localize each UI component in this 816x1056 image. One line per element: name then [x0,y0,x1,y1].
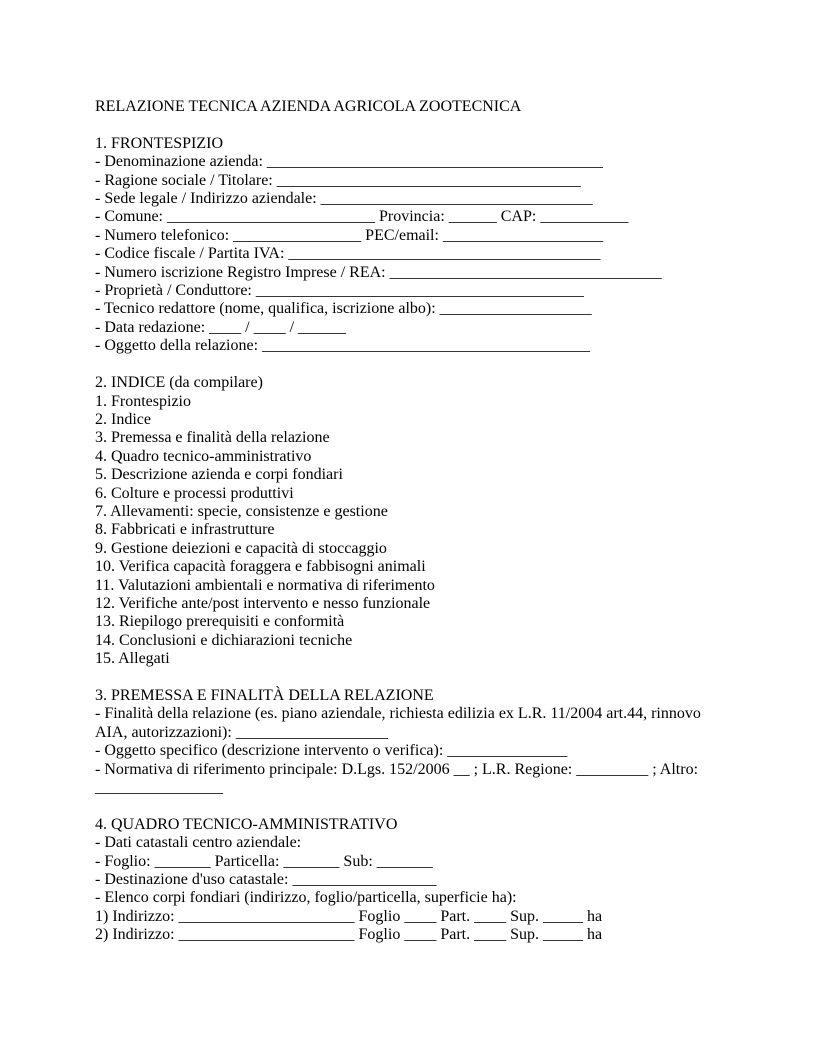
blank-line [95,116,728,134]
doc-line: - Elenco corpi fondiari (indirizzo, foglio/particella, superficie ha): [95,889,517,907]
doc-line: ________________ [95,779,223,797]
section-heading: 2. INDICE (da compilare) [95,374,263,392]
doc-line: 5. Descrizione azienda e corpi fondiari [95,466,343,484]
doc-line: - Dati catastali centro aziendale: [95,834,302,852]
doc-line: 9. Gestione deiezioni e capacità di stoccaggio [95,539,387,557]
doc-line: 10. Verifica capacità foraggera e fabbisogni animali [95,558,426,576]
document-body [95,116,728,944]
doc-line: - Sede legale / Indirizzo aziendale: __________________________________ [95,190,593,208]
doc-line: - Denominazione azienda: __________________________________________ [95,153,603,171]
doc-line: - Tecnico redattore (nome, qualifica, iscrizione albo): ___________________ [95,300,592,318]
doc-line: AIA, autorizzazioni): ___________________ [95,723,388,741]
doc-line: 13. Riepilogo prerequisiti e conformità [95,613,345,631]
doc-line: 14. Conclusioni e dichiarazioni tecniche [95,631,353,649]
doc-line: 1) Indirizzo: ______________________ Foglio ____ Part. ____ Sup. _____ ha [95,907,603,925]
doc-line: - Comune: __________________________ Provincia: ______ CAP: ___________ [95,208,629,226]
doc-line: 4. Quadro tecnico-amministrativo [95,447,312,465]
doc-line: 6. Colture e processi produttivi [95,484,294,502]
section-heading: 4. QUADRO TECNICO-AMMINISTRATIVO [95,815,398,833]
document-title: RELAZIONE TECNICA AZIENDA AGRICOLA ZOOTECNICA [95,98,522,115]
doc-line: - Ragione sociale / Titolare: ______________________________________ [95,171,581,189]
doc-line: - Oggetto della relazione: _________________________________________ [95,337,591,355]
doc-line: - Codice fiscale / Partita IVA: _______________________________________ [95,245,601,263]
doc-line: - Numero telefonico: ________________ PEC/email: ____________________ [95,226,603,244]
doc-line: - Finalità della relazione (es. piano aziendale, richiesta edilizia ex L.R. 11/2004 art.44, rinnovo [95,705,701,723]
blank-line [95,356,728,374]
doc-line: - Proprietà / Conduttore: _________________________________________ [95,282,584,300]
doc-line: 1. Frontespizio [95,392,191,410]
blank-line [95,669,728,687]
doc-line: - Foglio: _______ Particella: _______ Sub: _______ [95,852,433,870]
section-heading: 1. FRONTESPIZIO [95,134,224,152]
doc-line: - Data redazione: ____ / ____ / ______ [95,318,347,336]
doc-line: - Numero iscrizione Registro Imprese / REA: __________________________________ [95,263,662,281]
doc-line: 3. Premessa e finalità della relazione [95,429,330,447]
blank-line [95,797,728,815]
section-heading: 3. PREMESSA E FINALITÀ DELLA RELAZIONE [95,687,434,704]
doc-line: 12. Verifiche ante/post intervento e nesso funzionale [95,594,431,612]
doc-line: 2) Indirizzo: ______________________ Foglio ____ Part. ____ Sup. _____ ha [95,926,603,944]
doc-line: 8. Fabbricati e infrastrutture [95,521,275,539]
doc-line: 11. Valutazioni ambientali e normativa di riferimento [95,576,435,594]
doc-line: - Normativa di riferimento principale: D.Lgs. 152/2006 __ ; L.R. Regione: _________ ; Altro: [95,760,699,778]
doc-line: 2. Indice [95,410,151,428]
doc-line: 7. Allevamenti: specie, consistenze e gestione [95,502,388,520]
doc-line: 15. Allegati [95,650,170,668]
doc-line: - Oggetto specifico (descrizione intervento o verifica): _______________ [95,742,568,760]
doc-line: - Destinazione d'uso catastale: __________________ [95,871,437,889]
